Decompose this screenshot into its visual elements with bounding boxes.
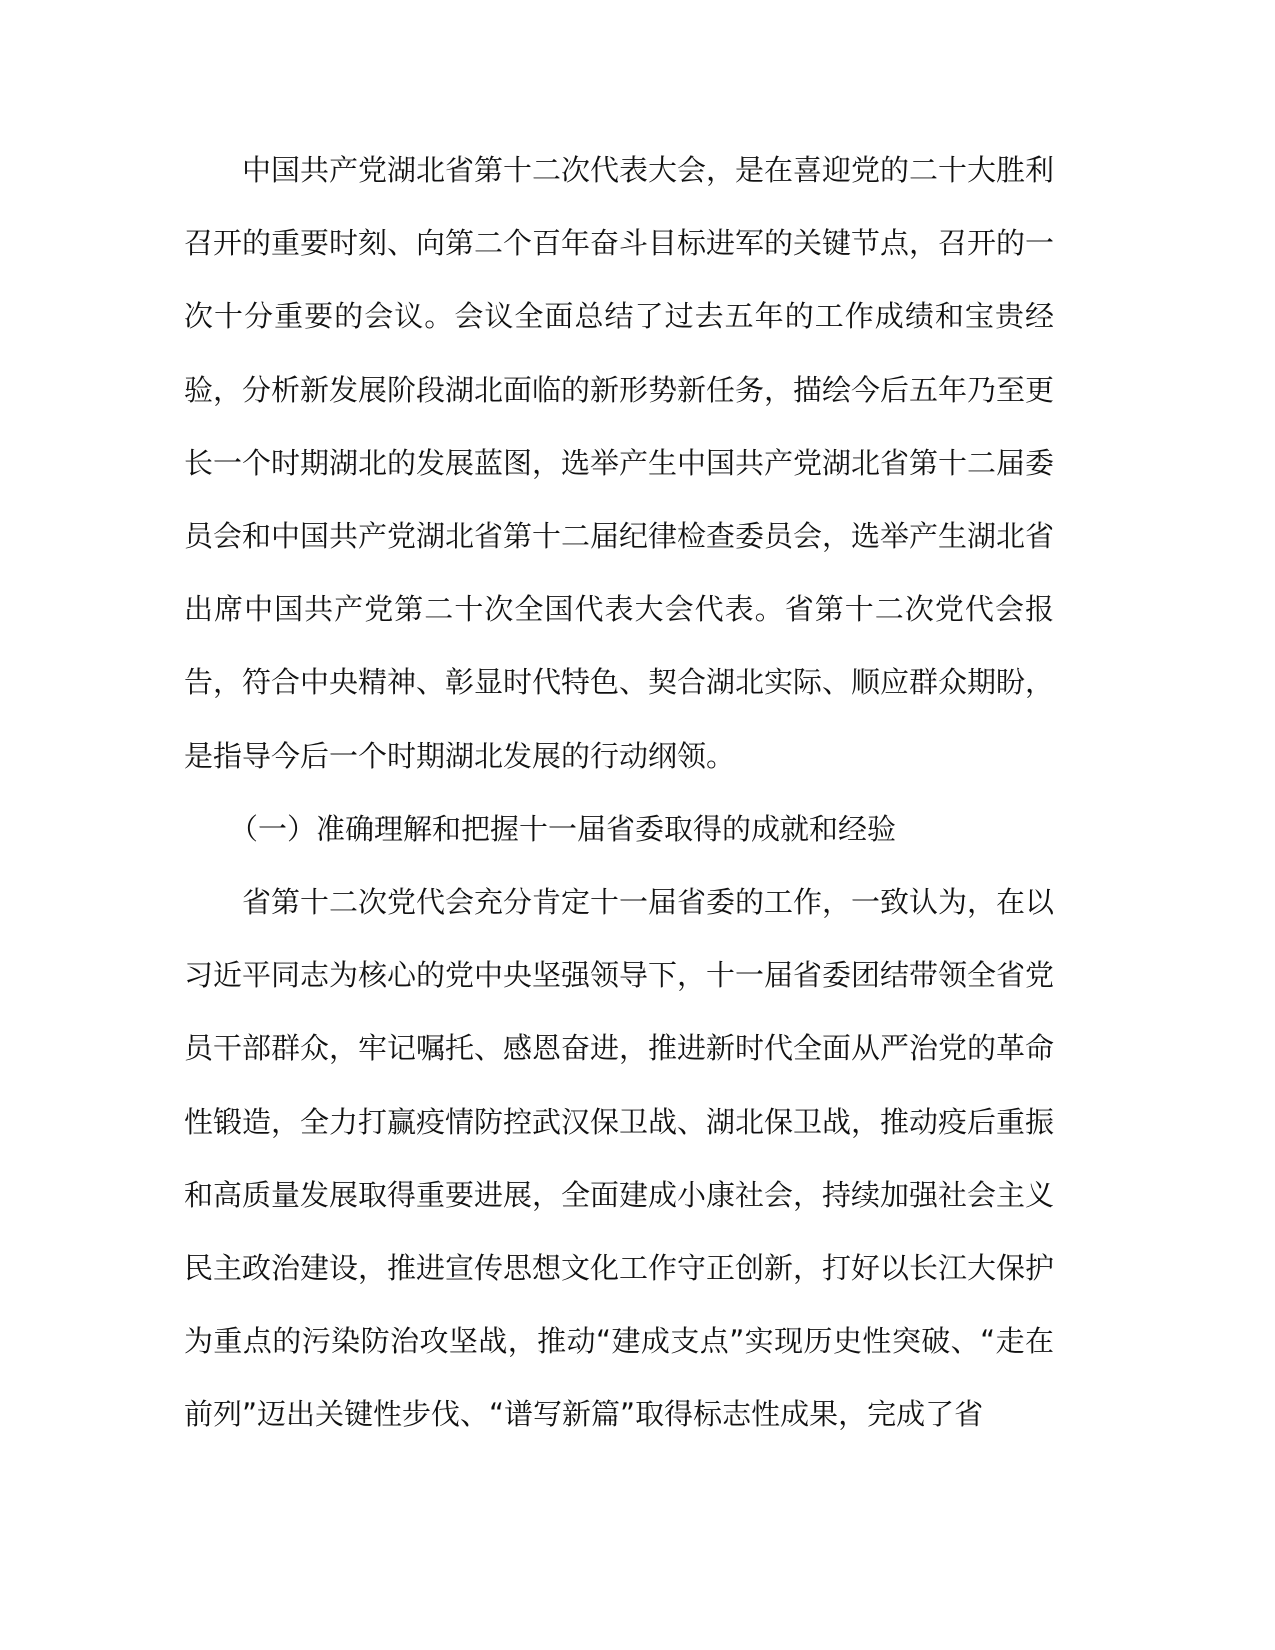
paragraph-achievements: 省第十二次党代会充分肯定十一届省委的工作，一致认为，在以习近平同志为核心的党中央坚强领导下，十一届省委团结带领全省党员干部群众，牢记嘱托、感恩奋进，推进新时代全面从严治党的革命性锻造，全力打赢疫情防控武汉保卫战、湖北保卫战，推动疫后重振和高质量发展取得重要进展，全面建成小康社会，持续加强社会主义民主政治建设，推进宣传思想文化工作守正创新，打好以长江大保护为重点的污染防治攻坚战，推动“建成支点”实现历史性突破、“走在前列”迈出关键性步伐、“谱写新篇”取得标志性成果，完成了省 bbox=[184, 885, 1055, 1432]
document-body bbox=[184, 134, 1054, 1452]
paragraph-intro: 中国共产党湖北省第十二次代表大会，是在喜迎党的二十大胜利召开的重要时刻、向第二个百年奋斗目标进军的关键节点，召开的一次十分重要的会议。会议全面总结了过去五年的工作成绩和宝贵经验，分析新发展阶段湖北面临的新形势新任务，描绘今后五年乃至更长一个时期湖北的发展蓝图，选举产生中国共产党湖北省第十二届委员会和中国共产党湖北省第十二届纪律检查委员会，选举产生湖北省出席中国共产党第二十次全国代表大会代表。省第十二次党代会报告，符合中央精神、彰显时代特色、契合湖北实际、顺应群众期盼，是指导今后一个时期湖北发展的行动纲领。 bbox=[184, 153, 1055, 773]
section-heading: （一）准确理解和把握十一届省委取得的成就和经验 bbox=[228, 811, 896, 846]
